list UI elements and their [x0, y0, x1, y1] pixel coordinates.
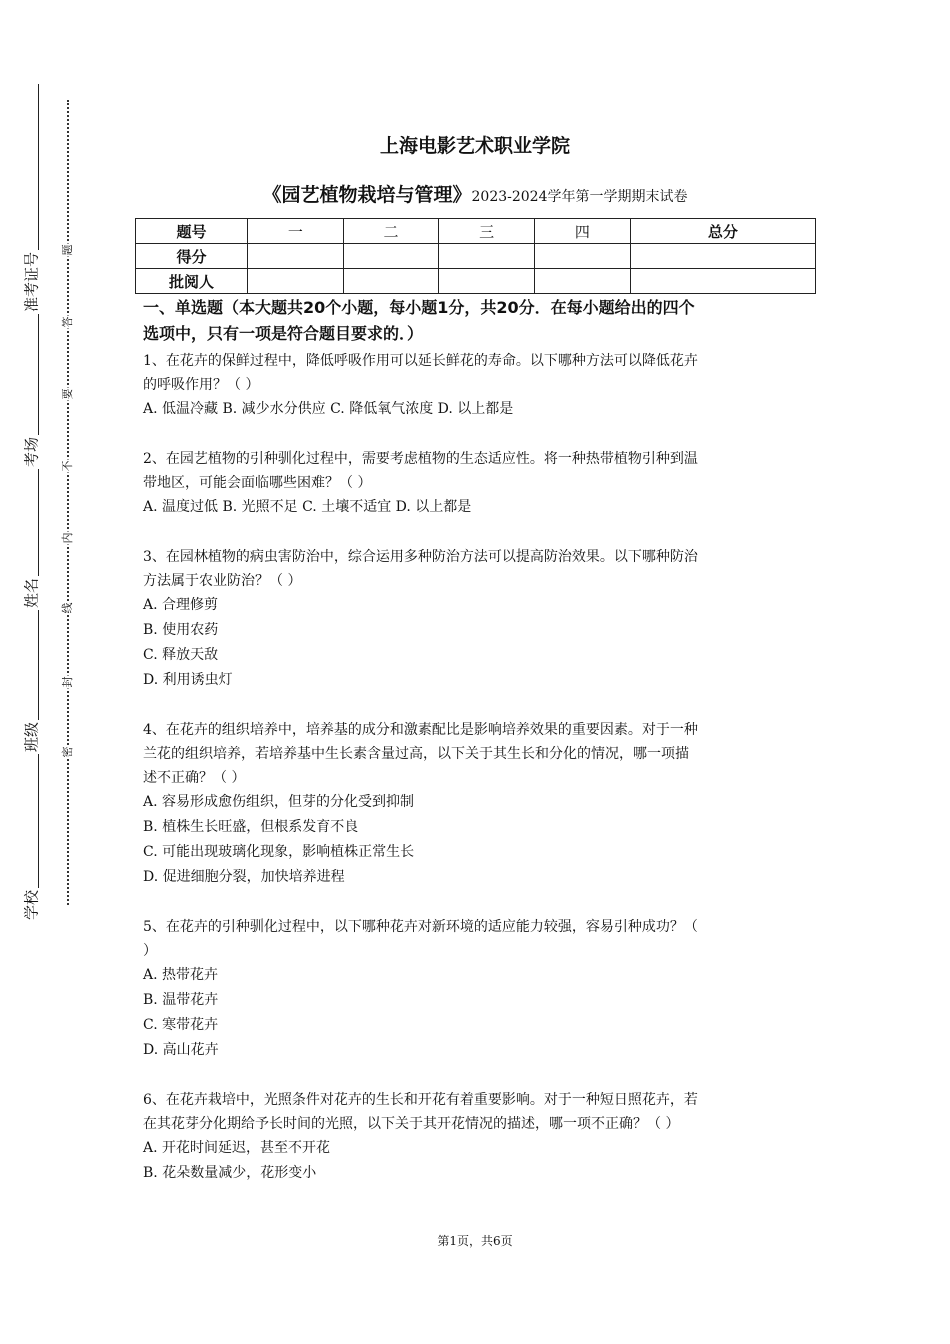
note-char: 答 [61, 316, 74, 328]
question-options: A. 低温冷藏 B. 减少水分供应 C. 降低氧气浓度 D. 以上都是 [143, 401, 514, 417]
question-6 [143, 1088, 815, 1186]
question-stem-line: 在其花芽分化期给予长时间的光照，以下关于其开花情况的描述，哪一项不正确？（ ） [143, 1116, 680, 1132]
note-char: 线 [61, 602, 74, 614]
question-3 [143, 545, 815, 693]
header-cell: 总分 [630, 219, 815, 244]
course-name: 《园艺植物栽培与管理》 [262, 184, 472, 206]
section-heading-line: 一、单选题（本大题共20个小题，每小题1分，共20分．在每小题给出的四个 [143, 298, 695, 317]
term-label: 2023-2024学年第一学期期末试卷 [471, 189, 688, 205]
note-char: 要 [61, 388, 74, 400]
score-cell [439, 244, 535, 269]
score-cell [248, 244, 344, 269]
option-a: A. 容易形成愈伤组织，但芽的分化受到抑制 [143, 794, 415, 810]
question-stem-line: 带地区，可能会面临哪些困难？（ ） [143, 475, 372, 491]
header-cell: 三 [439, 219, 535, 244]
header-cell: 一 [248, 219, 344, 244]
row-label: 得分 [136, 244, 248, 269]
school-name: 上海电影艺术职业学院 [379, 135, 570, 157]
note-char: 不 [61, 460, 74, 472]
option-d: D. 利用诱虫灯 [143, 672, 233, 688]
page-footer: 第1页，共6页 [437, 1234, 513, 1248]
question-2 [143, 447, 815, 520]
option-a: A. 开花时间延迟，甚至不开花 [143, 1140, 331, 1156]
score-cell [439, 269, 535, 294]
question-stem-line: 2、在园艺植物的引种驯化过程中，需要考虑植物的生态适应性。将一种热带植物引种到温 [143, 451, 698, 467]
question-stem-line: 6、在花卉栽培中，光照条件对花卉的生长和开花有着重要影响。对于一种短日照花卉，若 [143, 1092, 698, 1108]
question-stem-line: ） [143, 943, 157, 959]
question-stem-line: 兰花的组织培养，若培养基中生长素含量过高，以下关于其生长和分化的情况，哪一项描 [143, 746, 689, 762]
note-char: 题 [61, 244, 74, 256]
label-name: 姓名 [22, 577, 41, 609]
label-exam-room: 考场 [22, 436, 41, 468]
question-options: A. 温度过低 B. 光照不足 C. 土壤不适宜 D. 以上都是 [143, 499, 472, 515]
score-table-row [136, 244, 816, 269]
option-c: C. 可能出现玻璃化现象，影响植株正常生长 [143, 844, 415, 860]
option-d: D. 高山花卉 [143, 1042, 219, 1058]
score-table-header-row [136, 219, 816, 244]
question-stem-line: 4、在花卉的组织培养中，培养基的成分和激素配比是影响培养效果的重要因素。对于一种 [143, 722, 698, 738]
score-table [135, 218, 816, 294]
question-stem-line: 1、在花卉的保鲜过程中，降低呼吸作用可以延长鲜花的寿命。以下哪种方法可以降低花卉 [143, 353, 698, 369]
header-cell: 题号 [136, 219, 248, 244]
question-stem-line: 3、在园林植物的病虫害防治中，综合运用多种防治方法可以提高防治效果。以下哪种防治 [143, 549, 698, 565]
binding-solid-line [38, 84, 39, 919]
option-b: B. 温带花卉 [143, 992, 219, 1008]
option-b: B. 植株生长旺盛，但根系发育不良 [143, 819, 359, 835]
header-cell: 二 [343, 219, 439, 244]
score-cell [343, 244, 439, 269]
binding-dotted-line [67, 100, 69, 905]
question-5 [143, 915, 815, 1063]
row-label: 批阅人 [136, 269, 248, 294]
exam-content [143, 295, 815, 1211]
question-4 [143, 718, 815, 890]
section-heading [143, 295, 815, 347]
option-c: C. 释放天敌 [143, 647, 219, 663]
header-cell: 四 [535, 219, 631, 244]
score-cell [535, 244, 631, 269]
question-stem-line: 述不正确？（ ） [143, 770, 246, 786]
exam-title [0, 180, 950, 207]
option-b: B. 花朵数量减少，花形变小 [143, 1165, 317, 1181]
option-a: A. 热带花卉 [143, 967, 219, 983]
score-cell [535, 269, 631, 294]
option-a: A. 合理修剪 [143, 597, 219, 613]
label-exam-number: 准考证号 [22, 251, 41, 313]
score-cell [630, 269, 815, 294]
note-char: 内 [61, 532, 74, 544]
label-class: 班级 [22, 721, 41, 753]
label-school: 学校 [22, 889, 41, 921]
question-stem-line: 5、在花卉的引种驯化过程中，以下哪种花卉对新环境的适应能力较强，容易引种成功？（ [143, 919, 698, 935]
note-char: 封 [61, 676, 74, 688]
question-1 [143, 349, 815, 422]
option-d: D. 促进细胞分裂，加快培养进程 [143, 869, 345, 885]
option-c: C. 寒带花卉 [143, 1017, 219, 1033]
note-char: 密 [61, 746, 74, 758]
section-heading-line: 选项中，只有一项是符合题目要求的．） [143, 324, 424, 343]
score-cell [630, 244, 815, 269]
question-stem-line: 方法属于农业防治？（ ） [143, 573, 302, 589]
score-table-row [136, 269, 816, 294]
score-cell [248, 269, 344, 294]
question-stem-line: 的呼吸作用？（ ） [143, 377, 260, 393]
option-b: B. 使用农药 [143, 622, 219, 638]
score-cell [343, 269, 439, 294]
